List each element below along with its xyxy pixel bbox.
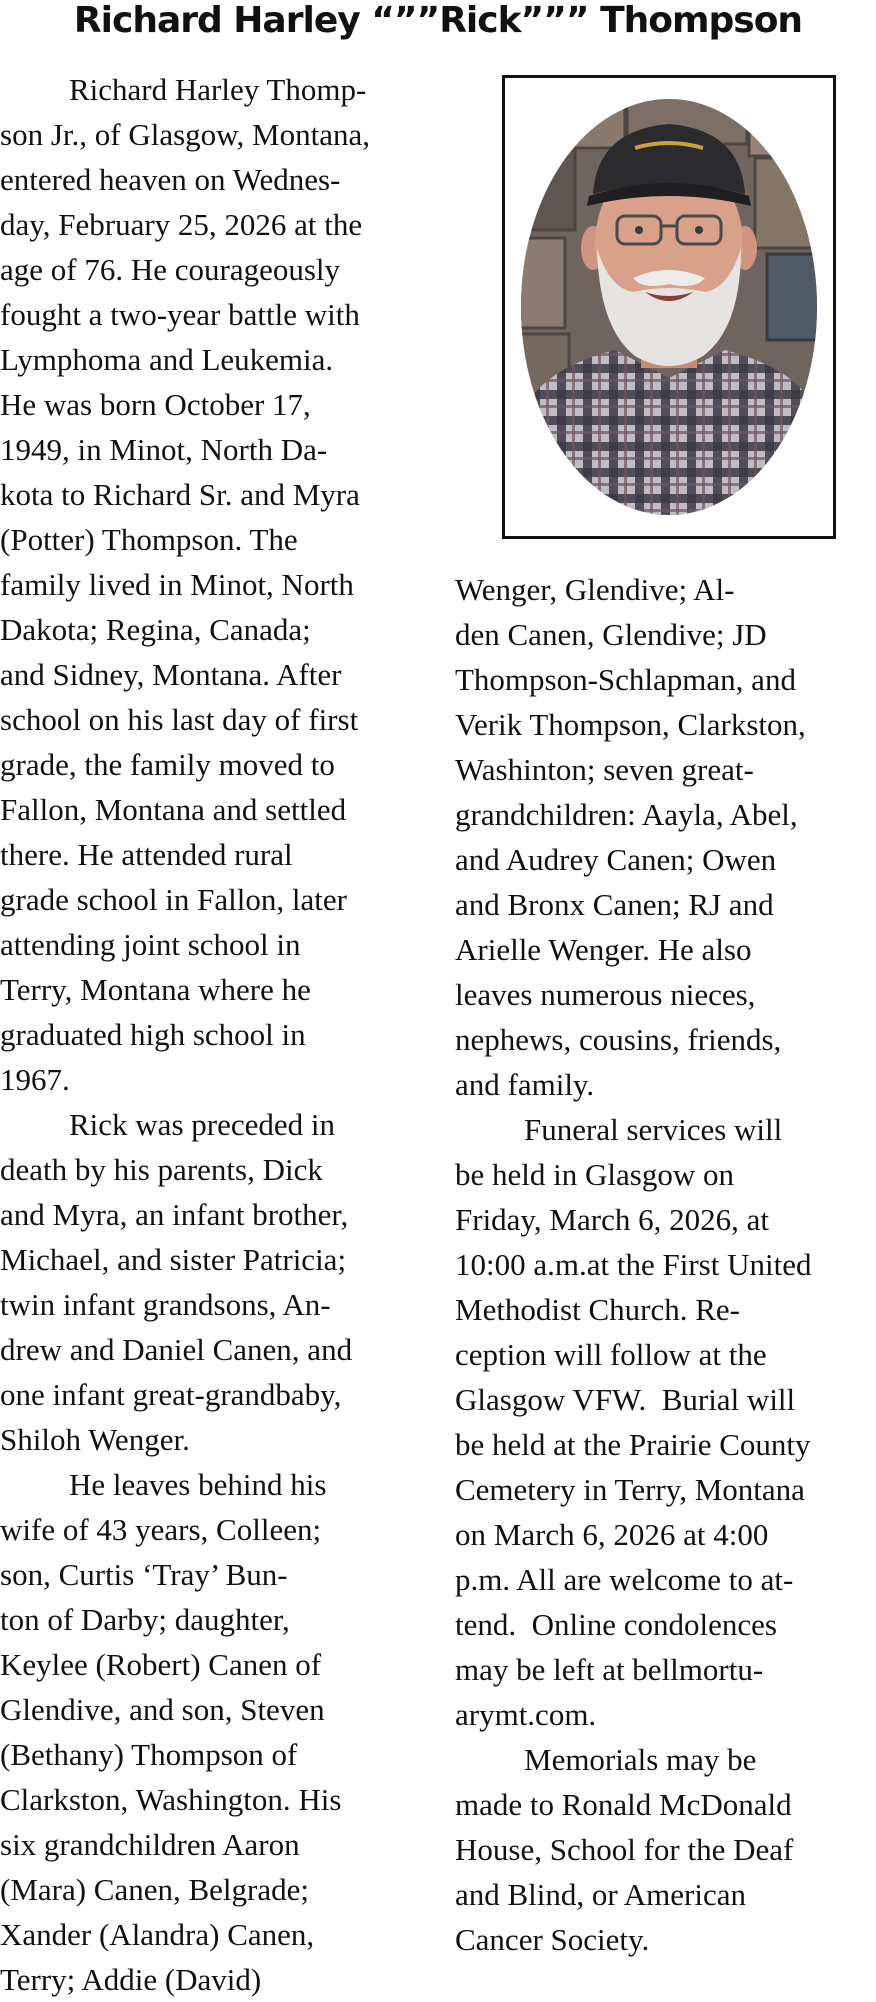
text-line: ton of Darby; daughter, xyxy=(0,1602,290,1637)
text-line: 1949, in Minot, North Da- xyxy=(0,432,328,467)
text-line: Methodist Church. Re- xyxy=(455,1292,740,1327)
text-line: Dakota; Regina, Canada; xyxy=(0,612,311,647)
text-line: Keylee (Robert) Canen of xyxy=(0,1647,322,1682)
right-text-column xyxy=(455,567,876,1962)
text-line: on March 6, 2026 at 4:00 xyxy=(455,1517,769,1552)
text-line: there. He attended rural xyxy=(0,837,293,872)
text-line: Clarkston, Washington. His xyxy=(0,1782,342,1817)
text-line: Wenger, Glendive; Al- xyxy=(455,572,735,607)
text-line: and family. xyxy=(455,1067,595,1102)
text-line: grade school in Fallon, later xyxy=(0,882,347,917)
obituary-title: Richard Harley “””Rick””” Thompson xyxy=(73,0,803,41)
text-line: (Mara) Canen, Belgrade; xyxy=(0,1872,310,1907)
text-line: and Bronx Canen; RJ and xyxy=(455,887,774,922)
text-line: den Canen, Glendive; JD xyxy=(455,617,767,652)
text-line: (Bethany) Thompson of xyxy=(0,1737,298,1772)
portrait-photo xyxy=(505,78,833,536)
text-line: wife of 43 years, Colleen; xyxy=(0,1512,322,1547)
text-line: 1967. xyxy=(0,1062,70,1097)
text-line: Terry; Addie (David) xyxy=(0,1962,262,1997)
text-line: He leaves behind his xyxy=(69,1467,327,1502)
text-line: leaves numerous nieces, xyxy=(455,977,756,1012)
text-line: son Jr., of Glasgow, Montana, xyxy=(0,117,370,152)
text-line: Arielle Wenger. He also xyxy=(455,932,752,967)
text-line: Rick was preceded in xyxy=(69,1107,335,1142)
text-line: Cancer Society. xyxy=(455,1922,650,1957)
left-text-column xyxy=(0,67,430,2002)
text-line: Michael, and sister Patricia; xyxy=(0,1242,347,1277)
text-line: Xander (Alandra) Canen, xyxy=(0,1917,315,1952)
text-line: graduated high school in xyxy=(0,1017,306,1052)
text-line: and Myra, an infant brother, xyxy=(0,1197,349,1232)
text-line: death by his parents, Dick xyxy=(0,1152,323,1187)
text-line: Terry, Montana where he xyxy=(0,972,311,1007)
text-line: school on his last day of first xyxy=(0,702,359,737)
text-line: arymt.com. xyxy=(455,1697,597,1732)
text-line: House, School for the Deaf xyxy=(455,1832,794,1867)
text-line: and Sidney, Montana. After xyxy=(0,657,342,692)
text-line: twin infant grandsons, An- xyxy=(0,1287,331,1322)
text-line: drew and Daniel Canen, and xyxy=(0,1332,353,1367)
text-line: Cemetery in Terry, Montana xyxy=(455,1472,805,1507)
text-line: Lymphoma and Leukemia. xyxy=(0,342,334,377)
text-line: son, Curtis ‘Tray’ Bun- xyxy=(0,1557,288,1592)
text-line: Memorials may be xyxy=(524,1742,757,1777)
text-line: may be left at bellmortu- xyxy=(455,1652,764,1687)
text-line: Fallon, Montana and settled xyxy=(0,792,347,827)
text-line: age of 76. He courageously xyxy=(0,252,341,287)
text-line: 10:00 a.m.at the First United xyxy=(455,1247,812,1282)
text-line: six grandchildren Aaron xyxy=(0,1827,300,1862)
text-line: one infant great-grandbaby, xyxy=(0,1377,342,1412)
text-line: Thompson-Schlapman, and xyxy=(455,662,796,697)
text-line: Friday, March 6, 2026, at xyxy=(455,1202,769,1237)
text-line: day, February 25, 2026 at the xyxy=(0,207,363,242)
text-line: Funeral services will xyxy=(524,1112,783,1147)
text-line: family lived in Minot, North xyxy=(0,567,354,602)
text-line: fought a two-year battle with xyxy=(0,297,360,332)
text-line: Verik Thompson, Clarkston, xyxy=(455,707,806,742)
text-line: be held at the Prairie County xyxy=(455,1427,811,1462)
text-line: ception will follow at the xyxy=(455,1337,767,1372)
text-line: made to Ronald McDonald xyxy=(455,1787,792,1822)
text-line: (Potter) Thompson. The xyxy=(0,522,298,557)
text-line: p.m. All are welcome to at- xyxy=(455,1562,794,1597)
text-line: nephews, cousins, friends, xyxy=(455,1022,782,1057)
text-line: kota to Richard Sr. and Myra xyxy=(0,477,360,512)
text-line: Washinton; seven great- xyxy=(455,752,754,787)
text-line: He was born October 17, xyxy=(0,387,311,422)
text-line: Glasgow VFW. Burial will xyxy=(455,1382,796,1417)
text-line: grade, the family moved to xyxy=(0,747,335,782)
text-line: entered heaven on Wednes- xyxy=(0,162,341,197)
text-line: tend. Online condolences xyxy=(455,1607,777,1642)
text-line: attending joint school in xyxy=(0,927,301,962)
text-line: be held in Glasgow on xyxy=(455,1157,734,1192)
text-line: Richard Harley Thomp- xyxy=(69,72,367,107)
text-line: and Blind, or American xyxy=(455,1877,746,1912)
photo-frame xyxy=(502,75,836,539)
text-line: Shiloh Wenger. xyxy=(0,1422,190,1457)
text-line: and Audrey Canen; Owen xyxy=(455,842,777,877)
text-line: Glendive, and son, Steven xyxy=(0,1692,325,1727)
text-line: grandchildren: Aayla, Abel, xyxy=(455,797,798,832)
